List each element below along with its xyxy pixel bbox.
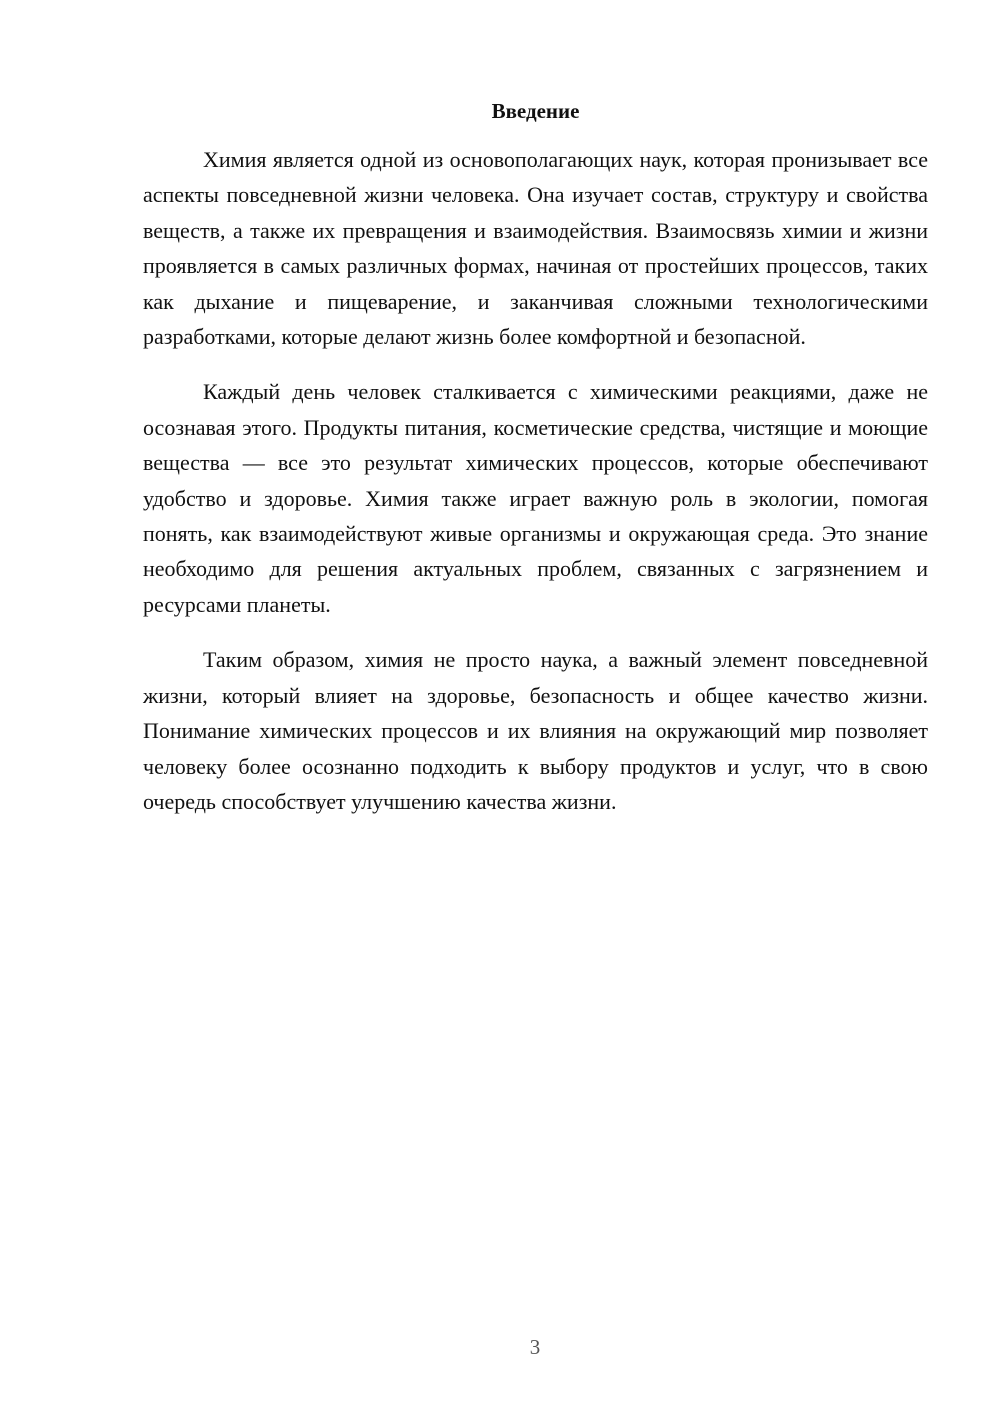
paragraph-3: Таким образом, химия не просто наука, а важный элемент повседневной жизни, который влияет на здоровье, безопасность и общее качество жизни. Понимание химических процессов и их влияния на окружающий мир позволяет человеку более осознанно подходить к выбору продуктов и услуг, что в свою очередь способствует улучшению качества жизни.: [143, 647, 928, 814]
paragraph-2: Каждый день человек сталкивается с химическими реакциями, даже не осознавая этого. Продукты питания, косметические средства, чистящие и моющие вещества — все это результат химических процессов, которые обеспечивают удобство и здоровье. Химия также играет важную роль в экологии, помогая понять, как взаимодействуют живые организмы и окружающая среда. Это знание необходимо для решения актуальных проблем, связанных с загрязнением и ресурсами планеты.: [143, 379, 928, 617]
page-number: 3: [529, 1335, 541, 1359]
paragraph-1: Химия является одной из основополагающих наук, которая пронизывает все аспекты повседневной жизни человека. Она изучает состав, структуру и свойства веществ, а также их превращения и взаимодействия. Взаимосвязь химии и жизни проявляется в самых различных формах, начиная от простейших процессов, таких как дыхание и пищеварение, и заканчивая сложными технологическими разработками, которые делают жизнь более комфортной и безопасной.: [143, 147, 928, 350]
section-title: Введение: [491, 99, 580, 123]
body-text: [143, 142, 928, 839]
